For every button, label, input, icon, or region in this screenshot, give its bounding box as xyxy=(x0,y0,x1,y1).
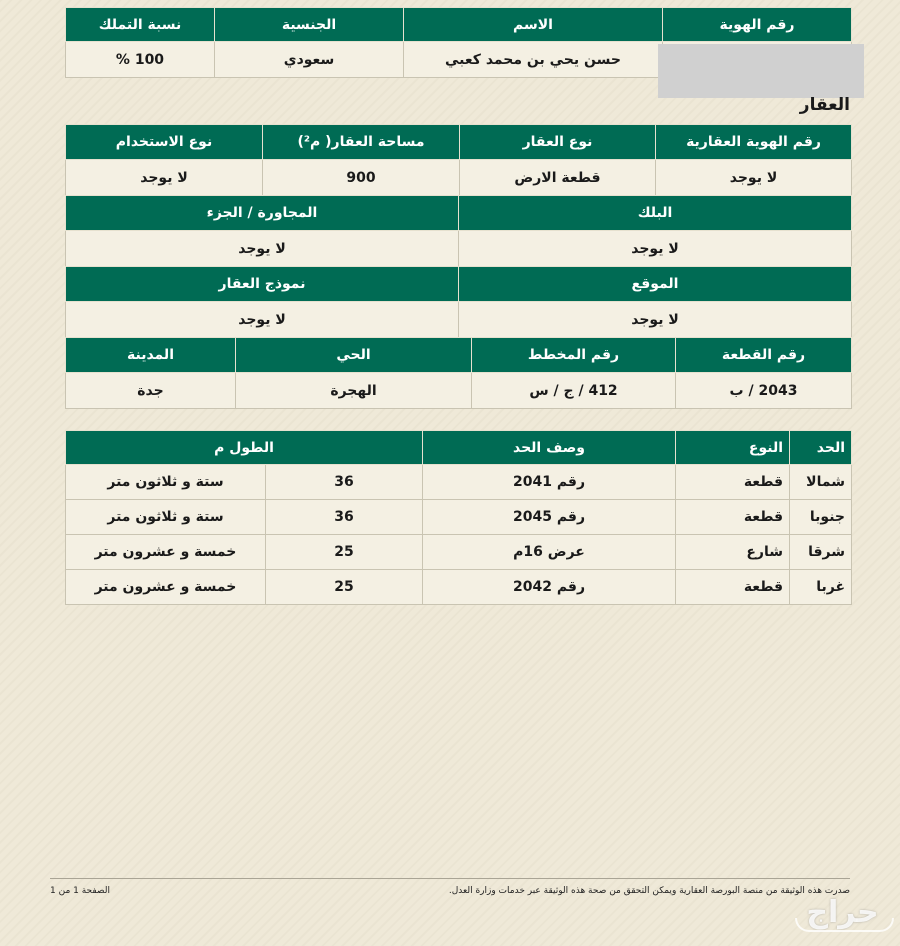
boundary-description: رقم 2042 xyxy=(423,570,676,605)
boundary-type: شارع xyxy=(676,535,790,570)
block-table xyxy=(65,195,852,267)
property-area-value: 900 xyxy=(263,160,460,196)
boundary-description-header: وصف الحد xyxy=(423,431,676,465)
boundary-length-words: خمسة و عشرون متر xyxy=(66,535,266,570)
boundary-length-number: 25 xyxy=(266,570,423,605)
plot-number-value: 2043 / ب xyxy=(676,373,852,409)
district-value: الهجرة xyxy=(236,373,472,409)
redaction-box xyxy=(658,44,864,98)
plot-table xyxy=(65,337,852,409)
boundaries-table xyxy=(65,430,852,605)
location-table xyxy=(65,266,852,338)
haraj-watermark-logo: حراج xyxy=(806,894,879,930)
boundary-length-number: 36 xyxy=(266,500,423,535)
boundary-length-words: ستة و ثلاثون متر xyxy=(66,465,266,500)
property-header-real-estate-id: رقم الهوية العقارية xyxy=(656,125,852,160)
property-table xyxy=(65,124,852,196)
table-row xyxy=(66,500,852,535)
page-number: الصفحة 1 من 1 xyxy=(50,886,110,896)
city-header: المدينة xyxy=(66,338,236,373)
plan-number-header: رقم المخطط xyxy=(472,338,676,373)
boundary-type-header: النوع xyxy=(676,431,790,465)
block-header: البلك xyxy=(459,196,852,231)
boundary-type: قطعة xyxy=(676,570,790,605)
watermark-swoosh-icon xyxy=(795,918,894,932)
property-model-header: نموذج العقار xyxy=(66,267,459,302)
owner-header-nationality: الجنسية xyxy=(215,8,404,42)
owner-header-id: رقم الهوية xyxy=(663,8,852,42)
boundary-length-words: خمسة و عشرون متر xyxy=(66,570,266,605)
boundary-description: عرض 16م xyxy=(423,535,676,570)
adjacent-part-value: لا يوجد xyxy=(66,231,459,267)
boundary-length-number: 36 xyxy=(266,465,423,500)
boundary-description: رقم 2041 xyxy=(423,465,676,500)
block-value: لا يوجد xyxy=(459,231,852,267)
property-model-value: لا يوجد xyxy=(66,302,459,338)
property-header-area: مساحة العقار( م²) xyxy=(263,125,460,160)
boundary-side: شرقا xyxy=(790,535,852,570)
owner-share-value: 100 % xyxy=(66,42,215,78)
boundary-type: قطعة xyxy=(676,500,790,535)
table-row xyxy=(66,535,852,570)
section-title: العقار xyxy=(799,95,850,115)
plot-number-header: رقم القطعة xyxy=(676,338,852,373)
boundary-side: غربا xyxy=(790,570,852,605)
adjacent-part-header: المجاورة / الجزء xyxy=(66,196,459,231)
owner-name-value: حسن يحي بن محمد كعبي xyxy=(404,42,663,78)
boundary-side-header: الحد xyxy=(790,431,852,465)
property-type-value: قطعة الارض xyxy=(460,160,656,196)
plan-number-value: 412 / ج / س xyxy=(472,373,676,409)
table-row xyxy=(66,465,852,500)
location-header: الموقع xyxy=(459,267,852,302)
boundary-length-words: ستة و ثلاثون متر xyxy=(66,500,266,535)
location-value: لا يوجد xyxy=(459,302,852,338)
district-header: الحي xyxy=(236,338,472,373)
boundary-type: قطعة xyxy=(676,465,790,500)
property-real-estate-id-value: لا يوجد xyxy=(656,160,852,196)
property-usage-value: لا يوجد xyxy=(66,160,263,196)
property-header-usage: نوع الاستخدام xyxy=(66,125,263,160)
footer-note: صدرت هذه الوثيقة من منصة البورصة العقارية ويمكن التحقق من صحة هذه الوثيقة عبر خدمات وزارة العدل. xyxy=(448,886,850,896)
owner-header-share: نسبة التملك xyxy=(66,8,215,42)
boundary-side: جنوبا xyxy=(790,500,852,535)
boundary-side: شمالا xyxy=(790,465,852,500)
boundary-length-number: 25 xyxy=(266,535,423,570)
boundary-length-header: الطول م xyxy=(66,431,423,465)
city-value: جدة xyxy=(66,373,236,409)
table-row xyxy=(66,570,852,605)
footer-divider xyxy=(50,878,850,879)
property-header-type: نوع العقار xyxy=(460,125,656,160)
owner-nationality-value: سعودي xyxy=(215,42,404,78)
owner-header-name: الاسم xyxy=(404,8,663,42)
boundary-description: رقم 2045 xyxy=(423,500,676,535)
